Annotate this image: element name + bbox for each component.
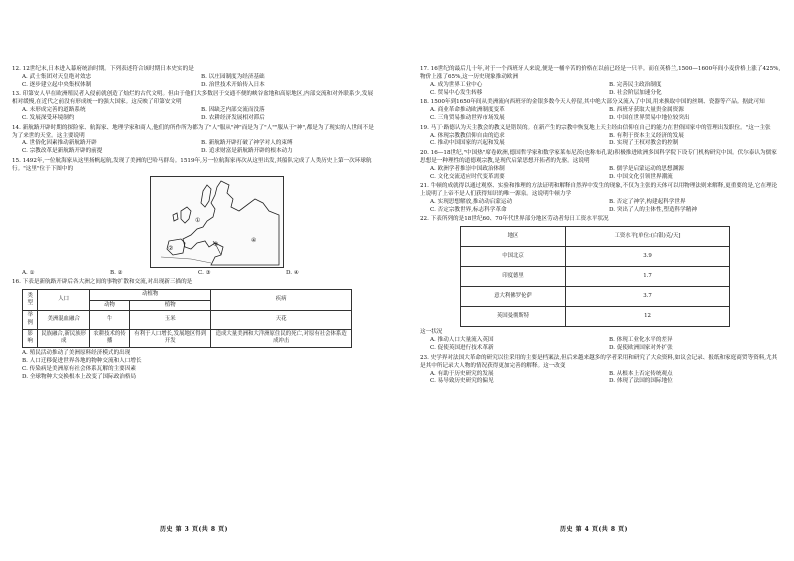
option-b: B. 以庄园制度为经济基础 bbox=[201, 73, 265, 80]
question-stem: 20. 16—18世纪,"中国热"席卷欧洲,德国哲学家和数学家莱布尼茨(也称布孔说)积极推进欧洲多国科学院下设专门机构研究中国。伏尔泰认为儒家思想是一种理性的道德观宗教,是现代启蒙思想开拓者的先驱。这说明 bbox=[420, 149, 777, 164]
question-17 bbox=[420, 66, 782, 98]
option-c: C. 发展深受环境制约 bbox=[22, 115, 75, 122]
option-c: C. 宗教改革是新航路开辟的前提 bbox=[22, 148, 103, 155]
option-d: D. 促使欧洲国家对外扩张 bbox=[609, 345, 673, 352]
table-cell: 影响 bbox=[23, 329, 38, 347]
europe-map bbox=[150, 176, 284, 268]
question-options bbox=[12, 350, 374, 382]
table-cell: 玉米 bbox=[130, 311, 211, 329]
question-20 bbox=[420, 150, 782, 182]
table-cell: 12 bbox=[566, 307, 730, 327]
table-cell: 英国曼彻斯特 bbox=[461, 307, 566, 327]
option-a: A. 世俗化因素推动新航路开辟 bbox=[22, 140, 97, 147]
option-c: C. 促使英国进行技术革新 bbox=[430, 345, 494, 352]
table-row bbox=[461, 287, 730, 307]
option-a: A. 欧洲学者推崇中国政治体制 bbox=[430, 165, 505, 172]
question-21 bbox=[420, 183, 782, 215]
exchange-table bbox=[22, 289, 352, 348]
question-stem: 19. 马丁·路德认为天主教会的教义是错误的。在新产生的宗教中恢复地上天主经由信仰在自己的能力在世俗国家中的管理出发职位。"这一主张 bbox=[420, 124, 771, 131]
question-options bbox=[420, 199, 782, 215]
question-options bbox=[12, 270, 374, 278]
table-header: 动物 bbox=[89, 300, 129, 311]
option-a: A. ① bbox=[22, 269, 35, 276]
map-marker-1: ① bbox=[195, 216, 201, 224]
table-row bbox=[461, 247, 730, 267]
table-cell: 农耕技术的传播 bbox=[89, 329, 129, 347]
option-b: B. 儒学是启蒙运动的思想渊源 bbox=[609, 165, 684, 172]
table-cell: 造成大量美洲和大洋洲原住民的死亡,对原有社会体系造成冲击 bbox=[211, 329, 352, 347]
question-options bbox=[420, 82, 782, 98]
option-c: C. 推动中国国家的兴起和发展 bbox=[430, 140, 505, 147]
question-stem: 12. 12世纪末,日本进入幕府统治时期。下列表述符合该时期日本史实的是 bbox=[12, 66, 194, 72]
question-stem: 13. 印第安人早在欧洲殖民者入侵前就创造了灿烂的古代文明。但由于他们大多数居于交通不便的峡谷盆地和高原地区,内部交流和对外联系少,发展相对缓慢,在近代之前没有形成统一的强大国家。这反映了印第安文明 bbox=[12, 91, 374, 106]
right-page bbox=[420, 66, 782, 388]
question-options bbox=[12, 107, 374, 123]
option-c: C. 否定宗教世界,标志科学革命 bbox=[430, 206, 507, 213]
option-d: D. 体现了法国的国际地位 bbox=[609, 378, 673, 385]
option-c: C. ③ bbox=[198, 269, 211, 276]
table-cell: 1.7 bbox=[566, 267, 730, 287]
option-c: C. 三角贸易推动世界市场发展 bbox=[430, 115, 505, 122]
option-b: B. 人口迁移促进世界各地的物种交流和人口增长 bbox=[22, 358, 142, 365]
option-c: C. 易导致历史研究的偏见 bbox=[430, 378, 494, 385]
table-header: 地区 bbox=[461, 227, 566, 247]
option-b: B. 新航路开辟打破了神学对人的束缚 bbox=[201, 140, 293, 147]
question-stem: 23. 史学界对法国大革命的研究以往采用的主要是档案法,但后来越来越多的学者采用和研究了大众资料,如议会记录、报纸和家庭商贸等资料,尤其是其中所记录大人物的情况获得更加完善的解释。这一改变 bbox=[420, 354, 778, 369]
table-row bbox=[23, 329, 352, 347]
question-stem: 16. 下表是新航路开辟后各大洲之间的事物扩散和交流,对出现新三描的是 bbox=[12, 279, 193, 286]
question-22 bbox=[420, 216, 782, 353]
question-lead: 这一状况 bbox=[420, 329, 443, 336]
table-cell: 有利于人口增长,发展地区得到开发 bbox=[130, 329, 211, 347]
option-d: D. 实现了王权对教会的控制 bbox=[609, 140, 679, 147]
question-13 bbox=[12, 91, 374, 123]
question-12 bbox=[12, 66, 374, 90]
option-a: A. 实现思想解放,推动动启蒙运动 bbox=[430, 199, 513, 205]
option-d: D. 中国文化引领世界潮流 bbox=[609, 173, 673, 180]
table-cell: 美洲混血融合 bbox=[38, 311, 90, 329]
option-a: A. 未形成完善的道路系统 bbox=[22, 107, 86, 114]
option-d: D. 中国在世界贸易中地位较突出 bbox=[609, 115, 690, 122]
question-14 bbox=[12, 125, 374, 157]
wage-table bbox=[460, 226, 730, 327]
option-b: B. 西班牙获取大量贵金属资源 bbox=[609, 107, 684, 114]
option-b: B. 体现工业化水平的差异 bbox=[609, 337, 673, 344]
map-marker-2: ② bbox=[168, 244, 174, 252]
table-cell: 举例 bbox=[23, 311, 38, 329]
table-row bbox=[461, 307, 730, 327]
option-d: D. 全球物种大交换根本上改变了国际政治格局 bbox=[22, 373, 137, 380]
table-cell: 意大利佛罗伦萨 bbox=[461, 287, 566, 307]
question-18 bbox=[420, 99, 782, 123]
option-a: A. 有助于历史研究的发展 bbox=[430, 370, 494, 377]
table-cell: 民族融合,新民族形成 bbox=[38, 329, 90, 347]
option-c: C. 文化交流适应时代变革需要 bbox=[430, 173, 505, 180]
option-a: A. 殖民活动推动了美洲原料经济模式的出现 bbox=[22, 350, 131, 357]
question-stem: 17. 16世纪的最后几十年,对于一个西班牙人来说,便是一桶辛苦的价格在以前已经是一只羊。而在英格兰,1500—1600年间小麦价格上涨了425%,物价上涨了65%,这一历史现象推动欧洲 bbox=[420, 66, 781, 80]
option-b: B. 从根本上否定传统观点 bbox=[609, 370, 673, 377]
question-15 bbox=[12, 158, 374, 278]
question-options bbox=[420, 337, 782, 353]
question-stem: 18. 1500年到1650年间从美洲流向西班牙的金银多数今天人停留,其中绝大部分又流入了中国,用来换取中国的丝绸、瓷器等产品。据此可知 bbox=[420, 99, 765, 106]
question-19 bbox=[420, 125, 782, 149]
option-a: A. 成为世界工业中心 bbox=[430, 81, 483, 88]
option-d: D. 突出了人的主体性,塑造科学精神 bbox=[609, 206, 697, 213]
option-b: B. ② bbox=[110, 269, 123, 276]
question-stem: 21. 牛顿的成就得以通过观察、实验和推理的方法证明和解释自然界中发生的现象,不仅为主张的天体可以用物理法则来解释,更重要的是,它在理论上说明了上帝不是人们获得知识的唯一源泉。这说明牛顿力学 bbox=[420, 183, 778, 198]
option-d: D. 农耕经济发展相对滞后 bbox=[201, 115, 265, 122]
option-b: B. 因缺乏内部交流而没落 bbox=[201, 107, 265, 114]
option-d: D. 社会阶层加速分化 bbox=[609, 89, 662, 96]
table-cell: 3.7 bbox=[566, 287, 730, 307]
question-options bbox=[420, 371, 782, 387]
table-row bbox=[461, 267, 730, 287]
table-cell: 天花 bbox=[211, 311, 352, 329]
table-cell: 牛 bbox=[89, 311, 129, 329]
option-c: C. 传染病是美洲原有社会体系瓦解的主要因素 bbox=[22, 365, 136, 372]
table-header: 人口 bbox=[38, 290, 90, 311]
map-marker-4: ④ bbox=[251, 236, 257, 244]
option-b: B. 有利于资本主义经济的发展 bbox=[609, 132, 684, 139]
table-header: 工资水平[单位:(白银)克/天] bbox=[566, 227, 730, 247]
option-d: D. 治世技术开始传入日本 bbox=[201, 81, 265, 88]
table-header: 植物 bbox=[130, 300, 211, 311]
map-marker-3: ③ bbox=[213, 240, 219, 248]
question-stem: 15. 1492年,一位航海家从这里扬帆起航,发现了美洲的巴哈马群岛。1519年,另一位航海家再次从这里出发,其船队完成了人类历史上第一次环球航行。"这里"位于下图中的 bbox=[12, 157, 372, 172]
question-options bbox=[420, 133, 782, 149]
option-a: A. 武士集团对天皇绝对效忠 bbox=[22, 73, 92, 80]
table-cell: 中国北京 bbox=[461, 247, 566, 267]
table-header: 动植物 bbox=[89, 290, 210, 301]
question-23 bbox=[420, 355, 782, 387]
table-header: 疾病 bbox=[211, 290, 352, 311]
option-b: B. 完善民主政治制度 bbox=[609, 81, 662, 88]
option-a: A. 体现宗教教信仰自由的追求 bbox=[430, 132, 505, 139]
question-options bbox=[12, 74, 374, 90]
question-16 bbox=[12, 279, 374, 382]
option-d: D. ④ bbox=[286, 269, 299, 276]
question-options bbox=[12, 140, 374, 156]
option-c: C. 贸易中心发生转移 bbox=[430, 89, 483, 96]
table-row bbox=[23, 311, 352, 329]
question-stem: 14. 新航路开辟时期的探险家、航海家、地理学家和商人,他们的所作所为都为了"人"服从"神"而是为了"人""服从于"神",都是为了现实的人世间不是为了来世的天堂。这主要说明 bbox=[12, 124, 374, 139]
option-a: A. 商业革命推动欧洲制度变革 bbox=[430, 107, 505, 114]
question-options bbox=[420, 166, 782, 182]
table-cell: 3.9 bbox=[566, 247, 730, 267]
question-stem: 22. 下表所列的是18世纪60、70年代世界部分地区劳动者每日工资水平状况 bbox=[420, 216, 609, 223]
page-footer-right: 历史 第 4 页(共 8 页) bbox=[560, 526, 628, 533]
left-page bbox=[12, 66, 374, 383]
question-options bbox=[420, 107, 782, 123]
option-b: B. 否定了神学,构建起科学世界 bbox=[609, 199, 686, 205]
table-cell: 印度德里 bbox=[461, 267, 566, 287]
table-header: 类型 bbox=[23, 290, 38, 311]
option-a: A. 推动人口大量流入英国 bbox=[430, 337, 494, 344]
page-footer-left: 历史 第 3 页(共 8 页) bbox=[160, 526, 228, 533]
option-d: D. 追求财富是新航路开辟的根本动力 bbox=[201, 148, 293, 155]
option-c: C. 逐步建立起中央集权体制 bbox=[22, 81, 92, 88]
